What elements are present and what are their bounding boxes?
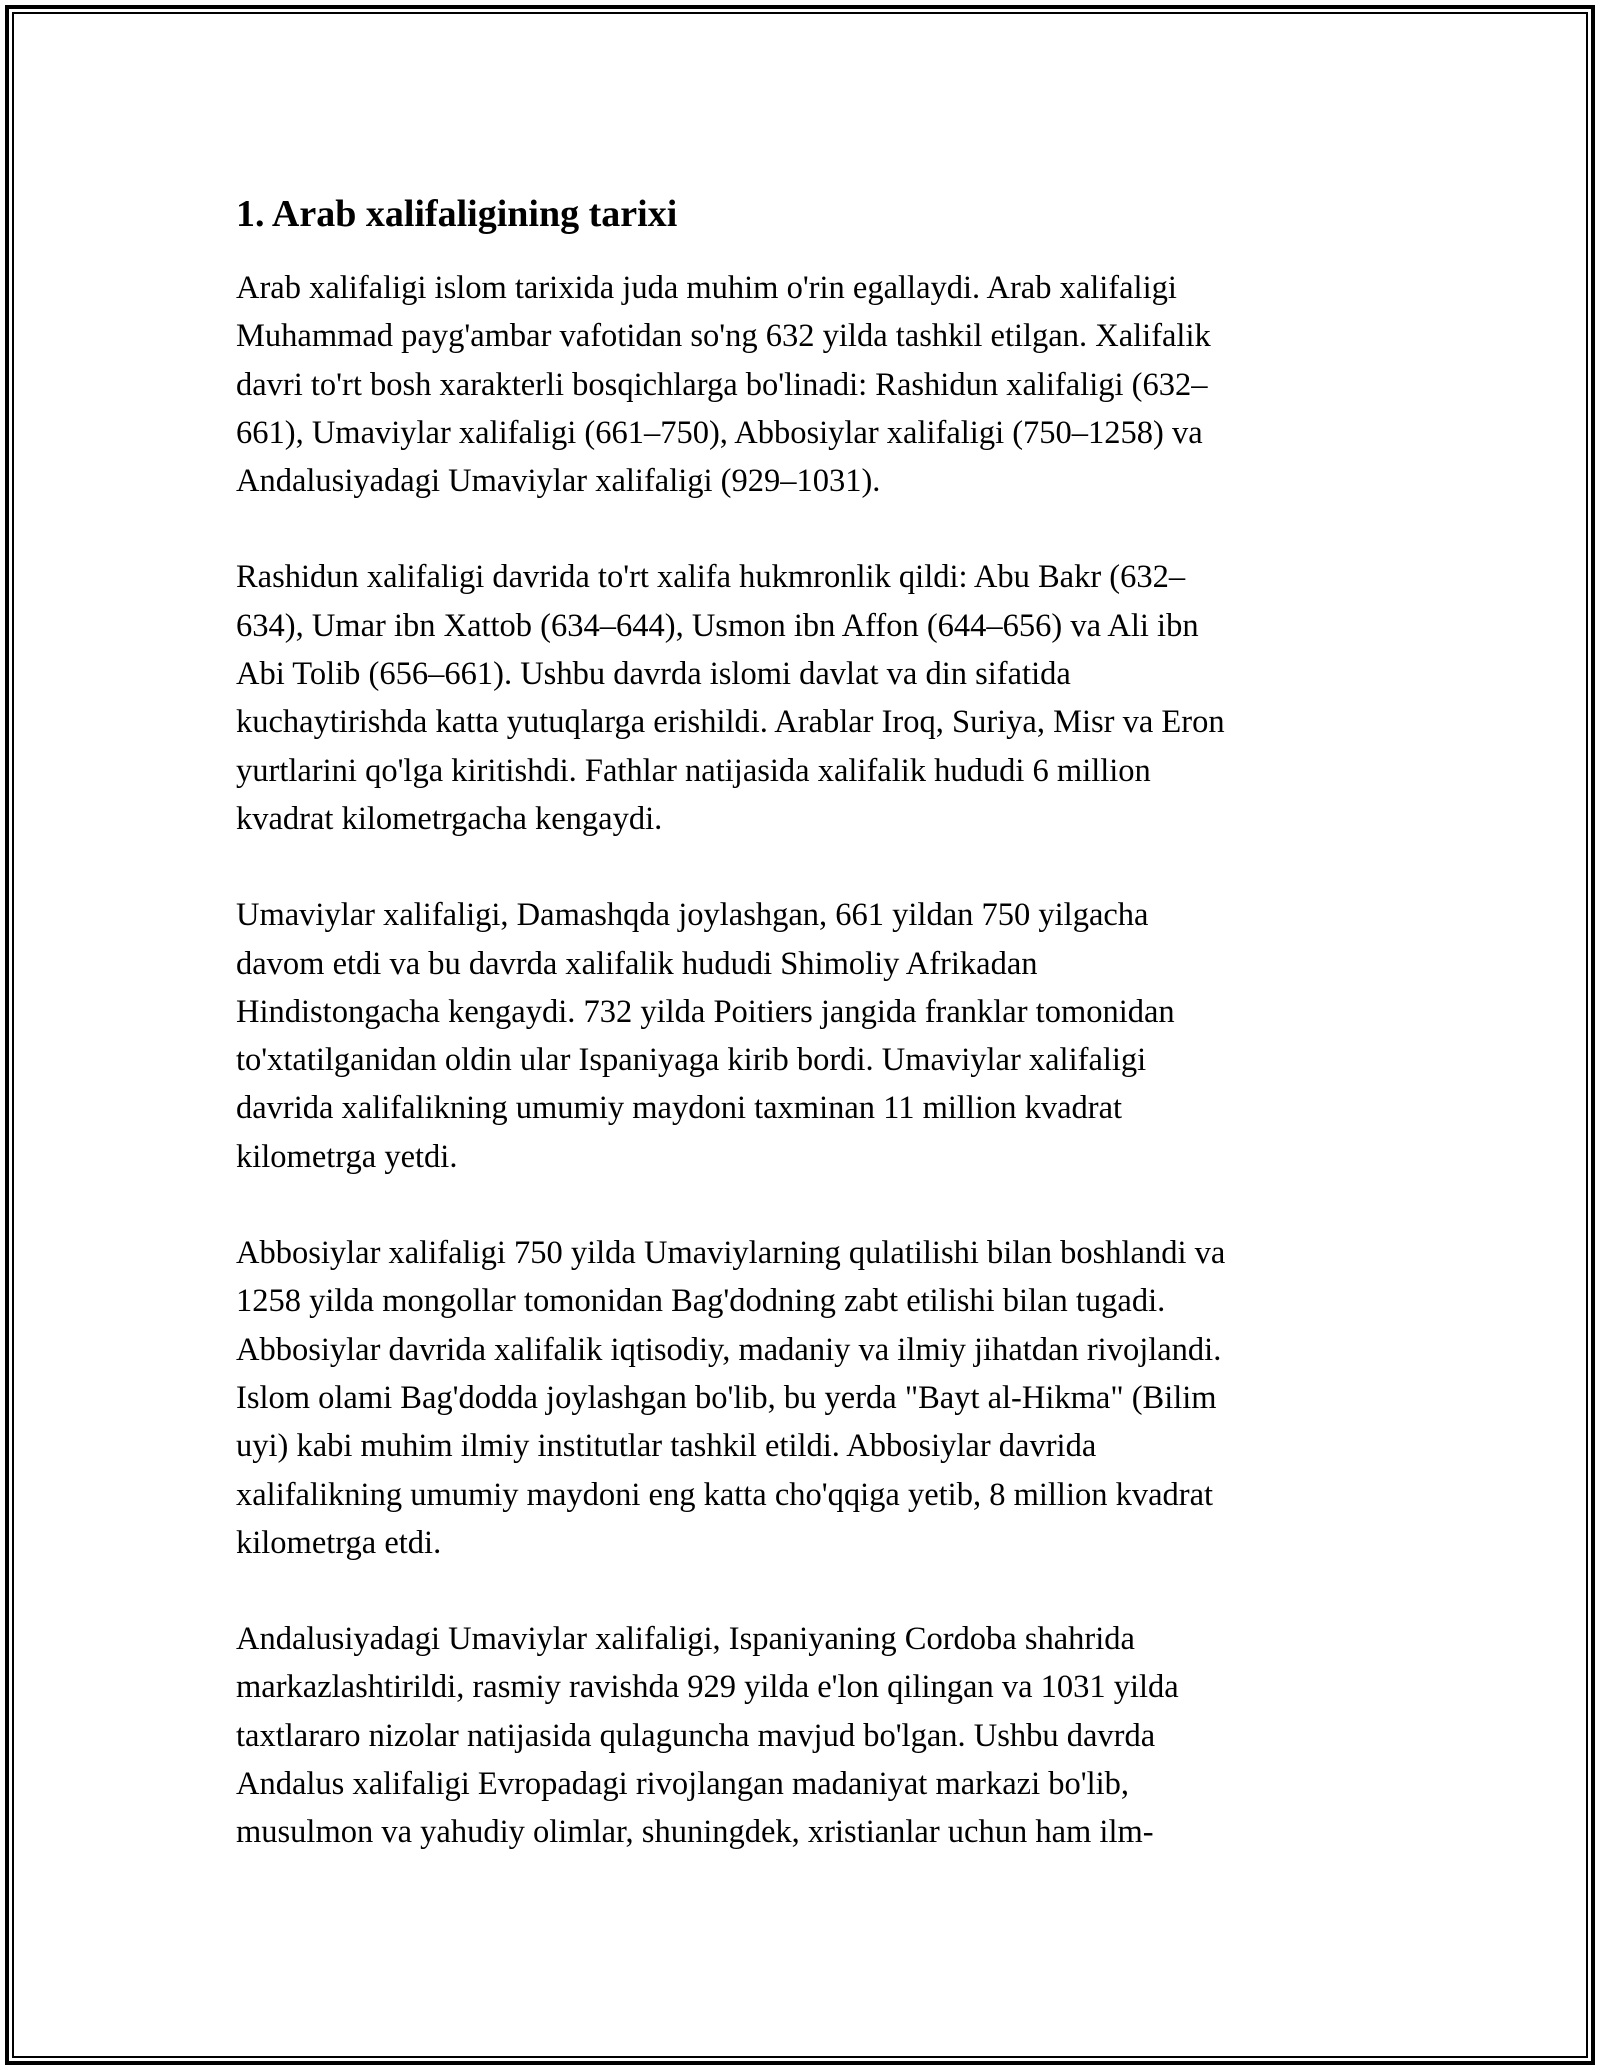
paragraph-rashidun: Rashidun xalifaligi davrida to'rt xalifa hukmronlik qildi: Abu Bakr (632– 634), Umar ibn Xattob (634–644), Usmon ibn Affon (644–656) va Ali ibn Abi Tolib (656–661). Ushbu davrda islomi davlat va din sifatida kuchaytirishda katta yutuqlarga erishildi. Arablar Iroq, Suriya, Misr va Eron yurtlarini qo'lga kiritishdi. Fathlar natijasida xalifalik hududi 6 million kvadrat kilometrgacha kengaydi. xyxy=(236,559,1225,837)
section-heading: 1. Arab xalifaligining tarixi xyxy=(236,193,678,235)
paragraph-abbasid: Abbosiylar xalifaligi 750 yilda Umaviylarning qulatilishi bilan boshlandi va 1258 yilda mongollar tomonidan Bag'dodning zabt etilishi bilan tugadi. Abbosiylar davrida xalifalik iqtisodiy, madaniy va ilmiy jihatdan rivojlandi. Islom olami Bag'dodda joylashgan bo'lib, bu yerda "Bayt al-Hikma" (Bilim uyi) kabi muhim ilmiy institutlar tashkil etildi. Abbosiylar davrida xalifalikning umumiy maydoni eng katta cho'qqiga yetib, 8 million kvadrat kilometrga etdi. xyxy=(236,1235,1226,1561)
paragraph-andalusia: Andalusiyadagi Umaviylar xalifaligi, Ispaniyaning Cordoba shahrida markazlashtirildi, rasmiy ravishda 929 yilda e'lon qilingan va 1031 yilda taxtlararo nizolar natijasida qulaguncha mavjud bo'lgan. Ushbu davrda Andalus xalifaligi Evropadagi rivojlangan madaniyat markazi bo'lib, musulmon va yahudiy olimlar, shuningdek, xristianlar uchun ham ilm- xyxy=(236,1621,1179,1851)
paragraph-umayyad: Umaviylar xalifaligi, Damashqda joylashgan, 661 yildan 750 yilgacha davom etdi va bu davrda xalifalik hududi Shimoliy Afrikadan Hindistongacha kengaydi. 732 yilda Poitiers jangida franklar tomonidan to'xtatilganidan oldin ular Ispaniyaga kirib bordi. Umaviylar xalifaligi davrida xalifalikning umumiy maydoni taxminan 11 million kvadrat kilometrga yetdi. xyxy=(236,897,1175,1175)
document-body xyxy=(236,184,1364,1905)
paragraph-intro: Arab xalifaligi islom tarixida juda muhim o'rin egallaydi. Arab xalifaligi Muhammad payg'ambar vafotidan so'ng 632 yilda tashkil etilgan. Xalifalik davri to'rt bosh xarakterli bosqichlarga bo'linadi: Rashidun xalifaligi (632– 661), Umaviylar xalifaligi (661–750), Abbosiylar xalifaligi (750–1258) va Andalusiyadagi Umaviylar xalifaligi (929–1031). xyxy=(236,270,1211,500)
